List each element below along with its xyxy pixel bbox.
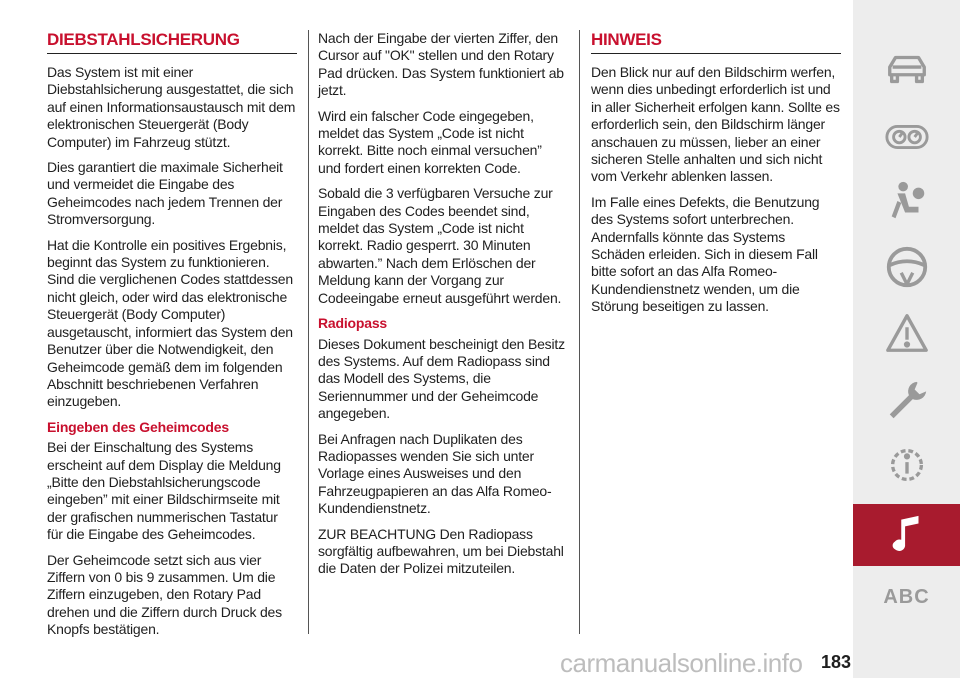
seat-airbag-icon[interactable] [853,172,960,230]
watermark: carmanualsonline.info [560,648,803,678]
column-right [591,30,841,324]
dashboard-gauges-icon[interactable] [853,108,960,166]
wrench-icon[interactable] [853,372,960,430]
section-heading-hinweis: HINWEIS [591,30,841,54]
car-icon[interactable] [853,40,960,98]
page-number: 183 [820,652,851,672]
subheading-eingeben: Eingeben des Geheimcodes [47,418,229,435]
warning-triangle-icon[interactable] [853,304,960,362]
paragraph: ZUR BEACHTUNG Den Radiopass sorgfältig aufbewahren, um bei Diebstahl die Daten der Polizei mitzuteilen. [318,525,564,577]
paragraph: Das System ist mit einer Diebstahlsicherung ausgestattet, die sich auf einen Informationsaustausch mit dem elektronischen Steuergerät (Body Computer) im Fahrzeug stützt. [47,64,296,150]
column-left [47,30,297,647]
paragraph: Hat die Kontrolle ein positives Ergebnis, beginnt das System zu funktionieren. Sind die verglichenen Codes stattdessen nicht gleich, oder wird das elektronische Steuergerät (Body Computer) ausgetauscht, informiert das System den Benutzer über die Notwendigkeit, den Geheimcode gemäß dem im folgenden Abschnitt beschriebenen Verfahren einzugeben. [47,236,293,410]
column-middle [318,30,568,586]
paragraph: Bei der Einschaltung des Systems erscheint auf dem Display die Meldung „Bitte den Diebstahlsicherungscode eingeben” mit einer Bildschirmseite mit der grafischen nummerischen Tastatur für die Eingabe des Geheimcodes. [47,439,281,543]
paragraph: Dieses Dokument bescheinigt den Besitz des Systems. Auf dem Radiopass sind das Modell des Systems, die Seriennummer und der Geheimcode angegeben. [318,335,565,422]
music-note-icon[interactable] [853,504,960,566]
subheading-radiopass: Radiopass [318,315,387,332]
paragraph: Sobald die 3 verfügbaren Versuche zur Eingaben des Codes beendet sind, meldet das System „Code ist nicht korrekt. Radio gesperrt. 30 Minuten abwarten.” Nach dem Erlöschen der Meldung kann der Vorgang zur Codeeingabe erneut ausgeführt werden. [318,185,562,306]
paragraph: Wird ein falscher Code eingegeben, meldet das System „Code ist nicht korrekt. Bitte noch einmal versuchen” und fordert einen korrekten Code. [318,107,542,176]
paragraph: Den Blick nur auf den Bildschirm werfen, wenn dies unbedingt erforderlich ist und in aller Sicherheit erfolgen kann. Sollte es erforderlich sein, den Bildschirm länger anschauen zu müssen, lieber an einer sicheren Stelle anhalten und sich nicht vom Verkehr ablenken lassen. [591,64,840,185]
section-heading-diebstahlsicherung: DIEBSTAHLSICHERUNG [47,30,297,54]
chapter-sidebar [853,0,960,678]
column-divider [308,30,309,634]
info-gear-icon[interactable] [853,436,960,494]
paragraph: Bei Anfragen nach Duplikaten des Radiopasses wenden Sie sich unter Vorlage eines Ausweises und den Fahrzeugpapieren an das Alfa Romeo-Kundendienstnetz. [318,430,552,517]
paragraph: Nach der Eingabe der vierten Ziffer, den Cursor auf "OK" stellen und den Rotary Pad drücken. Das System funktioniert ab jetzt. [318,30,564,99]
paragraph: Der Geheimcode setzt sich aus vier Ziffern von 0 bis 9 zusammen. Um die Ziffern einzugeben, den Rotary Pad drehen und die Ziffern durch Druck des Knopfs bestätigen. [47,551,282,638]
steering-wheel-icon[interactable] [853,238,960,296]
abc-index-label[interactable]: ABC [883,586,930,608]
paragraph: Dies garantiert die maximale Sicherheit und vermeidet die Eingabe des Geheimcodes nach jedem Trennen der Stromversorgung. [47,159,283,228]
paragraph: Im Falle eines Defekts, die Benutzung des Systems sofort unterbrechen. Andernfalls könnte das Systems Schäden erleiden. Sich in diesem Fall bitte sofort an das Alfa Romeo-Kundendienstnetz wenden, um die Störung beseitigen zu lassen. [591,193,820,315]
column-divider [579,30,580,634]
